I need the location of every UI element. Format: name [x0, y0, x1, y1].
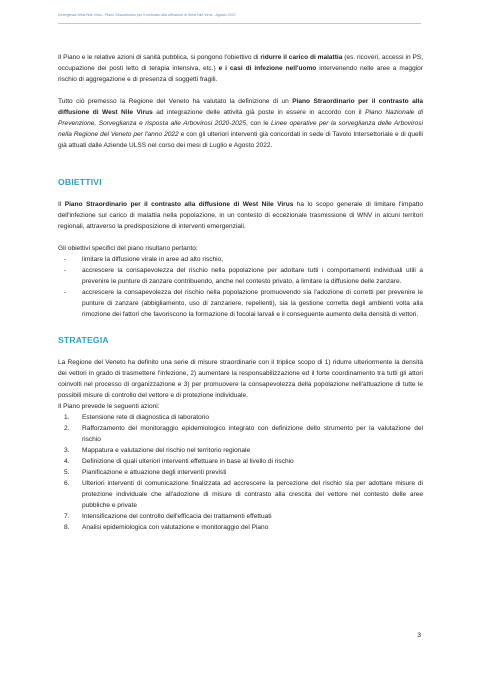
action-item — [58, 511, 423, 522]
action-item — [58, 522, 423, 533]
action-text: Analisi epidemiologica con valutazione e monitoraggio del Piano — [82, 524, 269, 531]
action-number: 8. — [64, 524, 70, 531]
page-number: 3 — [417, 632, 421, 639]
action-text: Pianificazione e attuazione degli interventi previsti — [82, 469, 227, 476]
action-number: 1. — [64, 414, 70, 421]
action-number: 5. — [64, 469, 70, 476]
text-run: Il Piano e le relative azioni di sanità pubblica, si pongono l'obiettivo di — [58, 54, 261, 61]
action-number: 2. — [64, 425, 70, 432]
text-run: Piano Straordinario per il contrasto alla diffusione di West Nile Virus — [64, 201, 294, 208]
dash-bullet: - — [64, 289, 67, 296]
dash-bullet: - — [64, 267, 67, 274]
text-run: intervenendo nelle aree a maggior rischio di aggregazione e di presenza di soggetti fragili. — [58, 65, 423, 83]
obiettivi-paragraph — [58, 199, 423, 232]
text-run: Piano Straordinario per il contrasto alla diffusione di West Nile Virus — [58, 98, 423, 116]
strategia-paragraph: La Regione del Veneto ha definito una serie di misure straordinarie con il triplice scopo di 1) ridurre ulteriormente la densità dei vettori in grado di trasmettere l'infezione, 2) aumentare la responsabilizzazione ed il forte coordinamento tra tutti gli attori coinvolti nel processo di organizzazione e 3) per promuovere la consapevolezza della popolazione nell'attuazione di tutte le possibili misure di controllo del vettore e di protezione individuale. — [58, 359, 423, 399]
intro-paragraph-2 — [58, 96, 423, 151]
action-text: Ulteriori interventi di comunicazione finalizzata ad accrescere la percezione del rischio sia per adottare misure di protezione individuale che all'adozione di misure di contrasto alla crescita del vettore nel contesto delle aree pubbliche e private — [82, 480, 423, 509]
text-run: ha lo scopo generale di limitare l'impatto dell'infezione sul carico di malattia nella popolazione, in un contesto di eccezionale trasmissione di WNV in alcuni territori regionali, attraverso la predisposizione di interventi emergenziali. — [58, 201, 424, 230]
text-run: e con gli ulteriori interventi già concordati in sede di Tavolo Intersettoriale e di quelli già attuati dalle Aziende ULSS nel corso dei mesi di Luglio e Agosto 2022. — [58, 131, 423, 149]
header-divider — [58, 23, 421, 24]
action-text: Estensione rete di diagnostica di laboratorio — [82, 414, 210, 421]
section-heading-obiettivi: OBIETTIVI — [58, 177, 102, 187]
text-run: ad integrazione delle attività già poste in essere in accordo con il — [152, 109, 366, 116]
action-number: 6. — [64, 480, 70, 487]
action-item — [58, 412, 423, 423]
intro-paragraph-1 — [58, 52, 423, 85]
text-run: Tutto ciò premesso la Regione del Veneto ha valutato la definizione di un — [58, 98, 293, 105]
action-text: Definizione di quali ulteriori interventi effettuare in base al livello di rischio — [82, 458, 294, 465]
text-run: ridurre il carico di malattia — [260, 54, 343, 61]
section-heading-strategia: STRATEGIA — [58, 335, 109, 345]
action-item — [58, 467, 423, 478]
list-item-text: limitare la diffusione virale in aree ad alto rischio, — [82, 256, 224, 263]
running-header: Emergenza West Nile Virus - Piano Straordinario per il contrasto alla diffusione di West Nile Virus - Agosto 2022 — [58, 13, 236, 17]
list-item-text: accrescere la consapevolezza del rischio nella popolazione promuovendo sia l'adozione di corretti per prevenire le punture di zanzare (abbigliamento, uso di zanzariere, repellenti), sia la gestione corretta degli ambienti volta alla rimozione dei fattori che favoriscono la formazione di focolai larvali e il conseguente aumento della densità di vettori. — [82, 289, 423, 318]
action-text: Rafforzamento del monitoraggio epidemiologico integrato con definizione dello strumento per la valutazione del rischio — [82, 425, 423, 443]
text-run: Piano Nazionale di Prevenzione, Sorveglianza e risposta alle Arbovirosi 2020-2025 — [58, 109, 424, 127]
list-item — [58, 254, 423, 265]
action-number: 3. — [64, 447, 70, 454]
action-item — [58, 423, 423, 445]
action-item — [58, 445, 423, 456]
strategia-actions-list — [58, 412, 423, 533]
action-item — [58, 478, 423, 511]
strategia-actions-intro: Il Piano prevede le seguenti azioni: — [58, 403, 160, 410]
obiettivi-intro-line: Gli obiettivi specifici del piano risultano pertanto: — [58, 245, 198, 252]
text-run: e i casi di infezione nell'uomo — [218, 65, 317, 72]
text-run: (es. ricoveri, accessi in PS, occupazione dei posti letto di terapia intensiva, etc.) — [58, 54, 424, 72]
text-run: Il — [58, 201, 65, 208]
action-text: Mappatura e valutazione del rischio nel territorio regionale — [82, 447, 251, 454]
action-number: 7. — [64, 513, 70, 520]
document-body — [58, 52, 423, 533]
dash-bullet: - — [64, 256, 67, 263]
action-item — [58, 456, 423, 467]
list-item-text: accrescere la consapevolezza del rischio nella popolazione per adottare tutti i comportamenti individuali utili a prevenire le punture di zanzare contribuendo, anche nel contesto privato, a limitare la diffusione delle zanzare. — [82, 267, 423, 285]
list-item — [58, 265, 423, 287]
action-number: 4. — [64, 458, 70, 465]
text-run: Linee operative per la sorveglianza delle Arbovirosi nella Regione del Veneto per l'anno 2022 — [58, 120, 424, 138]
action-text: Intensificazione del controllo dell'efficacia dei trattamenti effettuati — [82, 513, 272, 520]
text-run: , con le — [246, 120, 272, 127]
list-item — [58, 287, 423, 320]
obiettivi-list — [58, 254, 423, 320]
